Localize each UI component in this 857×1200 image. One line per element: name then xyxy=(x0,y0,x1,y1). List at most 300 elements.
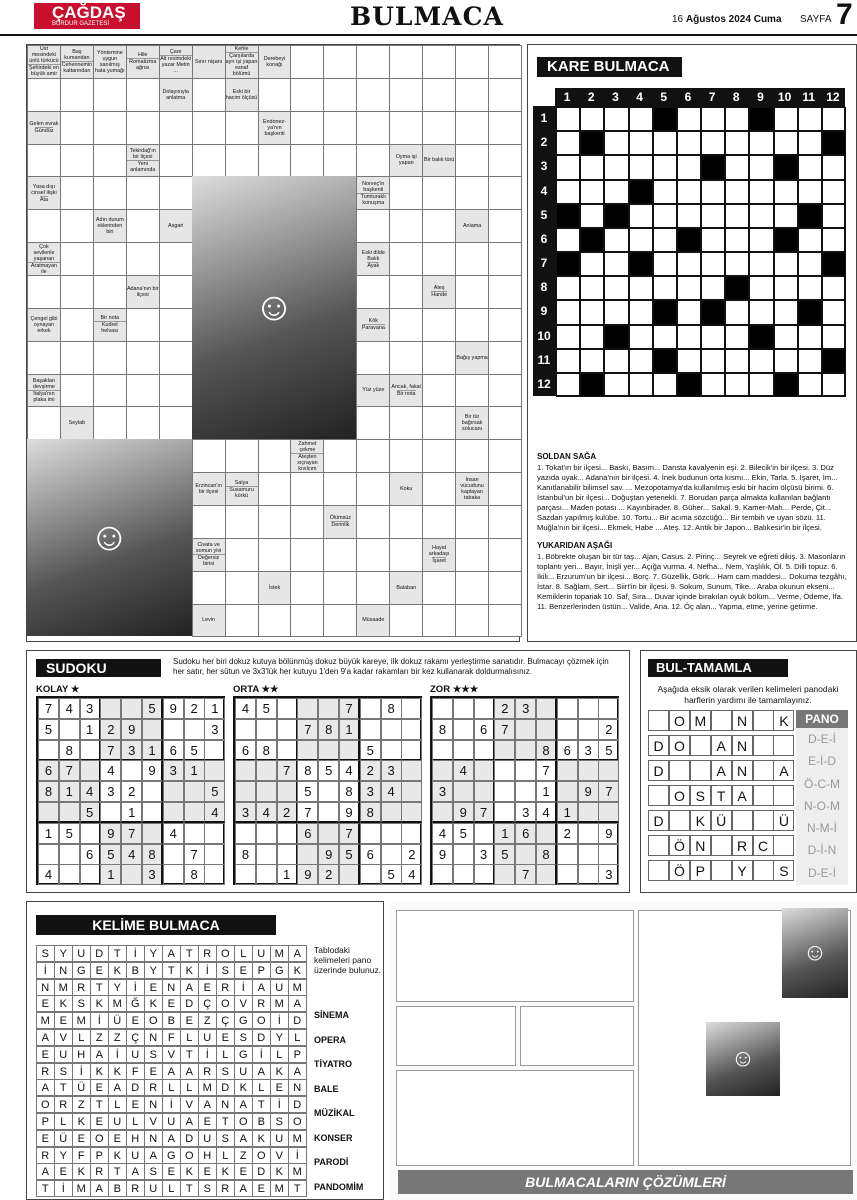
word-search-cell[interactable]: İ xyxy=(126,945,145,962)
word-search-cell[interactable]: İ xyxy=(234,979,253,996)
kare-cell[interactable] xyxy=(798,373,822,397)
kare-cell[interactable] xyxy=(604,276,628,300)
sudoku-cell[interactable] xyxy=(59,719,80,740)
bul-cell[interactable] xyxy=(773,835,794,856)
word-search-cell[interactable]: A xyxy=(198,1096,217,1113)
kare-cell[interactable] xyxy=(749,228,773,252)
word-search-cell[interactable]: V xyxy=(54,1029,73,1046)
sudoku-cell[interactable] xyxy=(453,781,474,802)
bul-cell[interactable] xyxy=(753,710,774,731)
sudoku-cell[interactable] xyxy=(474,781,495,802)
sudoku-cell[interactable] xyxy=(381,823,402,844)
word-search-cell[interactable]: R xyxy=(90,1163,109,1180)
word-search-cell[interactable]: F xyxy=(126,1063,145,1080)
kare-cell[interactable] xyxy=(822,300,846,324)
kare-cell[interactable] xyxy=(604,155,628,179)
sudoku-cell[interactable] xyxy=(318,823,339,844)
kare-cell[interactable] xyxy=(604,300,628,324)
word-search-cell[interactable]: K xyxy=(216,1163,235,1180)
word-search-cell[interactable]: İ xyxy=(90,1012,109,1029)
kare-cell[interactable] xyxy=(653,325,677,349)
bul-cell[interactable] xyxy=(753,785,774,806)
word-search-cell[interactable]: E xyxy=(36,995,55,1012)
word-search-cell[interactable]: L xyxy=(216,1147,235,1164)
word-search-cell[interactable]: L xyxy=(180,1079,199,1096)
word-search-cell[interactable]: T xyxy=(288,1180,307,1197)
word-search-cell[interactable]: R xyxy=(72,979,91,996)
sudoku-cell[interactable] xyxy=(474,698,495,719)
kare-cell[interactable] xyxy=(677,131,701,155)
sudoku-cell[interactable] xyxy=(578,802,599,823)
kare-cell[interactable] xyxy=(822,373,846,397)
sudoku-cell[interactable] xyxy=(578,760,599,781)
kare-cell[interactable] xyxy=(749,373,773,397)
sudoku-cell[interactable] xyxy=(184,823,205,844)
word-search-cell[interactable]: Ç xyxy=(198,995,217,1012)
word-search-cell[interactable]: N xyxy=(144,1029,163,1046)
word-search-cell[interactable]: A xyxy=(234,1096,253,1113)
word-search-cell[interactable]: P xyxy=(252,962,271,979)
word-search-cell[interactable]: Z xyxy=(72,1096,91,1113)
word-search-cell[interactable]: K xyxy=(54,995,73,1012)
kare-cell[interactable] xyxy=(701,252,725,276)
sudoku-cell[interactable] xyxy=(557,760,578,781)
kare-cell[interactable] xyxy=(798,107,822,131)
sudoku-cell[interactable] xyxy=(235,760,256,781)
sudoku-cell[interactable] xyxy=(578,864,599,885)
word-search-cell[interactable]: K xyxy=(108,1063,127,1080)
word-search-cell[interactable]: S xyxy=(144,1163,163,1180)
kare-cell[interactable] xyxy=(725,349,749,373)
kare-cell[interactable] xyxy=(677,180,701,204)
word-search-cell[interactable]: Ü xyxy=(54,1130,73,1147)
sudoku-cell[interactable] xyxy=(256,760,277,781)
kare-cell[interactable] xyxy=(604,107,628,131)
bul-cell[interactable] xyxy=(711,710,732,731)
word-search-cell[interactable]: G xyxy=(234,1012,253,1029)
sudoku-cell[interactable] xyxy=(277,698,298,719)
word-search-cell[interactable]: S xyxy=(72,995,91,1012)
sudoku-cell[interactable] xyxy=(80,740,101,761)
kare-cell[interactable] xyxy=(604,131,628,155)
word-search-cell[interactable]: A xyxy=(36,1079,55,1096)
kare-cell[interactable] xyxy=(556,107,580,131)
sudoku-cell[interactable] xyxy=(401,740,422,761)
word-search-cell[interactable]: Ü xyxy=(72,1079,91,1096)
word-search-cell[interactable]: M xyxy=(54,979,73,996)
kare-cell[interactable] xyxy=(677,300,701,324)
word-search-cell[interactable]: L xyxy=(252,1079,271,1096)
kare-cell[interactable] xyxy=(653,252,677,276)
word-search-cell[interactable]: R xyxy=(126,1180,145,1197)
kare-cell[interactable] xyxy=(749,155,773,179)
sudoku-cell[interactable] xyxy=(297,844,318,865)
word-search-cell[interactable]: T xyxy=(252,1096,271,1113)
word-search-cell[interactable]: K xyxy=(270,1163,289,1180)
word-search-cell[interactable]: E xyxy=(90,1079,109,1096)
sudoku-cell[interactable] xyxy=(277,781,298,802)
word-search-cell[interactable]: E xyxy=(234,1163,253,1180)
word-search-cell[interactable]: O xyxy=(180,1147,199,1164)
kare-cell[interactable] xyxy=(822,276,846,300)
word-search-cell[interactable]: M xyxy=(288,1163,307,1180)
sudoku-cell[interactable] xyxy=(163,864,184,885)
sudoku-cell[interactable] xyxy=(256,719,277,740)
kare-cell[interactable] xyxy=(580,180,604,204)
word-search-cell[interactable]: S xyxy=(270,1113,289,1130)
kare-cell[interactable] xyxy=(701,276,725,300)
kare-cell[interactable] xyxy=(774,107,798,131)
word-search-cell[interactable]: A xyxy=(108,1079,127,1096)
bul-cell[interactable] xyxy=(690,760,711,781)
word-search-cell[interactable]: A xyxy=(288,945,307,962)
kare-cell[interactable] xyxy=(556,325,580,349)
bul-cell[interactable] xyxy=(690,735,711,756)
word-search-cell[interactable]: L xyxy=(108,1096,127,1113)
word-search-cell[interactable]: L xyxy=(270,1046,289,1063)
sudoku-cell[interactable] xyxy=(474,760,495,781)
kare-cell[interactable] xyxy=(677,155,701,179)
sudoku-cell[interactable] xyxy=(494,760,515,781)
word-search-cell[interactable]: A xyxy=(288,1063,307,1080)
sudoku-cell[interactable] xyxy=(277,740,298,761)
kare-cell[interactable] xyxy=(798,252,822,276)
word-search-cell[interactable]: U xyxy=(108,1113,127,1130)
word-search-cell[interactable]: O xyxy=(234,1113,253,1130)
word-search-cell[interactable]: L xyxy=(216,1046,235,1063)
word-search-cell[interactable]: A xyxy=(144,1147,163,1164)
word-search-cell[interactable]: S xyxy=(54,1063,73,1080)
kare-cell[interactable] xyxy=(677,349,701,373)
kare-cell[interactable] xyxy=(629,228,653,252)
sudoku-cell[interactable] xyxy=(318,781,339,802)
sudoku-cell[interactable] xyxy=(598,760,619,781)
word-search-cell[interactable]: T xyxy=(90,979,109,996)
word-search-cell[interactable]: A xyxy=(234,1180,253,1197)
word-search-cell[interactable]: O xyxy=(216,995,235,1012)
sudoku-cell[interactable] xyxy=(432,740,453,761)
word-search-cell[interactable]: M xyxy=(288,979,307,996)
word-search-cell[interactable]: D xyxy=(288,1096,307,1113)
kare-cell[interactable] xyxy=(629,155,653,179)
word-search-cell[interactable]: İ xyxy=(270,1012,289,1029)
sudoku-cell[interactable] xyxy=(277,844,298,865)
word-search-cell[interactable]: A xyxy=(252,979,271,996)
word-search-cell[interactable]: E xyxy=(162,1163,181,1180)
kare-cell[interactable] xyxy=(701,228,725,252)
kare-cell[interactable] xyxy=(629,325,653,349)
kare-cell[interactable] xyxy=(653,155,677,179)
word-search-cell[interactable]: A xyxy=(288,995,307,1012)
sudoku-cell[interactable] xyxy=(401,781,422,802)
word-search-cell[interactable]: O xyxy=(90,1130,109,1147)
sudoku-cell[interactable] xyxy=(515,719,536,740)
word-search-cell[interactable]: R xyxy=(36,1063,55,1080)
bul-cell[interactable] xyxy=(711,860,732,881)
word-search-cell[interactable]: D xyxy=(288,1012,307,1029)
sudoku-cell[interactable] xyxy=(204,760,225,781)
sudoku-cell[interactable] xyxy=(184,781,205,802)
sudoku-cell[interactable] xyxy=(235,864,256,885)
kare-cell[interactable] xyxy=(653,228,677,252)
word-search-cell[interactable]: İ xyxy=(108,1046,127,1063)
word-search-cell[interactable]: L xyxy=(180,1029,199,1046)
sudoku-cell[interactable] xyxy=(578,823,599,844)
kare-cell[interactable] xyxy=(774,180,798,204)
kare-cell[interactable] xyxy=(629,204,653,228)
kare-cell[interactable] xyxy=(822,228,846,252)
kare-cell[interactable] xyxy=(580,204,604,228)
word-search-cell[interactable]: U xyxy=(270,1130,289,1147)
sudoku-cell[interactable] xyxy=(578,698,599,719)
word-search-cell[interactable]: Ç xyxy=(216,1012,235,1029)
word-search-cell[interactable]: A xyxy=(162,945,181,962)
kare-cell[interactable] xyxy=(798,131,822,155)
sudoku-cell[interactable] xyxy=(163,719,184,740)
word-search-cell[interactable]: D xyxy=(252,1029,271,1046)
word-search-cell[interactable]: M xyxy=(270,945,289,962)
word-search-cell[interactable]: Ğ xyxy=(126,995,145,1012)
sudoku-cell[interactable] xyxy=(360,864,381,885)
bul-cell[interactable] xyxy=(753,860,774,881)
word-search-cell[interactable]: S xyxy=(234,1029,253,1046)
word-search-cell[interactable]: F xyxy=(162,1029,181,1046)
bul-cell[interactable] xyxy=(773,785,794,806)
word-search-cell[interactable]: R xyxy=(216,979,235,996)
word-search-cell[interactable]: K xyxy=(288,962,307,979)
sudoku-cell[interactable] xyxy=(297,740,318,761)
word-search-cell[interactable]: K xyxy=(108,1147,127,1164)
sudoku-cell[interactable] xyxy=(38,740,59,761)
word-search-cell[interactable]: A xyxy=(180,979,199,996)
kare-cell[interactable] xyxy=(725,300,749,324)
sudoku-cell[interactable] xyxy=(339,740,360,761)
word-search-cell[interactable]: E xyxy=(144,979,163,996)
word-search-cell[interactable]: Y xyxy=(54,1147,73,1164)
kare-cell[interactable] xyxy=(725,325,749,349)
word-search-cell[interactable]: İ xyxy=(36,962,55,979)
kare-cell[interactable] xyxy=(822,325,846,349)
kare-cell[interactable] xyxy=(604,373,628,397)
kare-cell[interactable] xyxy=(556,276,580,300)
word-search-cell[interactable]: N xyxy=(144,1096,163,1113)
word-search-cell[interactable]: M xyxy=(198,1079,217,1096)
word-search-cell[interactable]: İ xyxy=(162,1096,181,1113)
word-search-cell[interactable]: A xyxy=(90,1046,109,1063)
sudoku-cell[interactable] xyxy=(494,781,515,802)
word-search-cell[interactable]: S xyxy=(216,962,235,979)
word-search-cell[interactable]: E xyxy=(126,1096,145,1113)
word-search-cell[interactable]: S xyxy=(216,1130,235,1147)
word-search-cell[interactable]: H xyxy=(126,1130,145,1147)
kare-cell[interactable] xyxy=(774,300,798,324)
sudoku-cell[interactable] xyxy=(381,719,402,740)
bul-cell[interactable] xyxy=(648,835,669,856)
kare-cell[interactable] xyxy=(749,131,773,155)
kare-cell[interactable] xyxy=(653,373,677,397)
sudoku-cell[interactable] xyxy=(163,802,184,823)
word-search-cell[interactable]: T xyxy=(180,1046,199,1063)
sudoku-cell[interactable] xyxy=(318,802,339,823)
sudoku-cell[interactable] xyxy=(59,844,80,865)
kare-cell[interactable] xyxy=(774,276,798,300)
sudoku-cell[interactable] xyxy=(453,740,474,761)
sudoku-cell[interactable] xyxy=(121,760,142,781)
word-search-cell[interactable]: İ xyxy=(252,1046,271,1063)
sudoku-cell[interactable] xyxy=(401,698,422,719)
kare-cell[interactable] xyxy=(677,107,701,131)
kare-cell[interactable] xyxy=(774,204,798,228)
sudoku-cell[interactable] xyxy=(401,760,422,781)
sudoku-cell[interactable] xyxy=(235,781,256,802)
word-search-cell[interactable]: E xyxy=(270,1079,289,1096)
word-search-cell[interactable]: E xyxy=(54,1163,73,1180)
kare-cell[interactable] xyxy=(774,325,798,349)
word-search-cell[interactable]: B xyxy=(162,1012,181,1029)
word-search-cell[interactable]: O xyxy=(216,945,235,962)
word-search-cell[interactable]: M xyxy=(72,1180,91,1197)
sudoku-cell[interactable] xyxy=(235,719,256,740)
word-search-cell[interactable]: G xyxy=(162,1147,181,1164)
sudoku-cell[interactable] xyxy=(38,802,59,823)
kare-cell[interactable] xyxy=(556,180,580,204)
word-search-cell[interactable]: K xyxy=(270,1063,289,1080)
kare-cell[interactable] xyxy=(701,204,725,228)
kare-cell[interactable] xyxy=(556,300,580,324)
sudoku-cell[interactable] xyxy=(100,802,121,823)
sudoku-cell[interactable] xyxy=(142,802,163,823)
word-search-cell[interactable]: T xyxy=(90,1096,109,1113)
word-search-cell[interactable]: S xyxy=(144,1046,163,1063)
sudoku-cell[interactable] xyxy=(515,760,536,781)
word-search-cell[interactable]: E xyxy=(36,1046,55,1063)
word-search-cell[interactable]: A xyxy=(234,1130,253,1147)
word-search-cell[interactable]: R xyxy=(216,1180,235,1197)
kare-cell[interactable] xyxy=(580,325,604,349)
kare-cell[interactable] xyxy=(749,276,773,300)
word-search-cell[interactable]: K xyxy=(72,1163,91,1180)
word-search-cell[interactable]: O xyxy=(36,1096,55,1113)
word-search-cell[interactable]: N xyxy=(162,979,181,996)
kare-cell[interactable] xyxy=(725,228,749,252)
kare-cell[interactable] xyxy=(749,300,773,324)
word-search-cell[interactable]: T xyxy=(108,945,127,962)
kare-cell[interactable] xyxy=(749,180,773,204)
kare-cell[interactable] xyxy=(580,107,604,131)
kare-cell[interactable] xyxy=(653,180,677,204)
kare-cell[interactable] xyxy=(725,107,749,131)
word-search-cell[interactable]: K xyxy=(180,1163,199,1180)
word-search-cell[interactable]: Y xyxy=(144,962,163,979)
kare-cell[interactable] xyxy=(725,373,749,397)
word-search-cell[interactable]: K xyxy=(108,962,127,979)
word-search-cell[interactable]: İ xyxy=(72,1063,91,1080)
word-search-cell[interactable]: M xyxy=(270,1180,289,1197)
sudoku-cell[interactable] xyxy=(184,719,205,740)
bul-cell[interactable] xyxy=(648,860,669,881)
sudoku-cell[interactable] xyxy=(401,719,422,740)
sudoku-cell[interactable] xyxy=(256,823,277,844)
sudoku-cell[interactable] xyxy=(557,844,578,865)
word-search-cell[interactable]: K xyxy=(144,995,163,1012)
word-search-cell[interactable]: L xyxy=(162,1079,181,1096)
word-search-cell[interactable]: G xyxy=(270,962,289,979)
kare-cell[interactable] xyxy=(774,349,798,373)
word-search-cell[interactable]: A xyxy=(180,1063,199,1080)
word-search-cell[interactable]: M xyxy=(108,995,127,1012)
word-search-cell[interactable]: T xyxy=(54,1079,73,1096)
word-search-cell[interactable]: A xyxy=(252,1063,271,1080)
sudoku-cell[interactable] xyxy=(80,864,101,885)
sudoku-cell[interactable] xyxy=(515,844,536,865)
word-search-cell[interactable]: Ç xyxy=(126,1029,145,1046)
kare-cell[interactable] xyxy=(580,349,604,373)
word-search-cell[interactable]: E xyxy=(126,1012,145,1029)
sudoku-cell[interactable] xyxy=(557,864,578,885)
kare-cell[interactable] xyxy=(653,204,677,228)
word-search-cell[interactable]: A xyxy=(162,1130,181,1147)
word-search-cell[interactable]: M xyxy=(72,1012,91,1029)
sudoku-cell[interactable] xyxy=(432,864,453,885)
sudoku-cell[interactable] xyxy=(163,781,184,802)
word-search-cell[interactable]: K xyxy=(72,1113,91,1130)
kare-cell[interactable] xyxy=(556,228,580,252)
kare-cell[interactable] xyxy=(749,349,773,373)
word-search-cell[interactable]: V xyxy=(180,1096,199,1113)
word-search-cell[interactable]: G xyxy=(72,962,91,979)
word-search-cell[interactable]: U xyxy=(72,945,91,962)
sudoku-cell[interactable] xyxy=(401,802,422,823)
kare-cell[interactable] xyxy=(677,276,701,300)
kare-cell[interactable] xyxy=(798,276,822,300)
word-search-cell[interactable]: P xyxy=(288,1046,307,1063)
word-search-cell[interactable]: R xyxy=(144,1079,163,1096)
word-search-cell[interactable]: E xyxy=(198,1163,217,1180)
sudoku-cell[interactable] xyxy=(557,781,578,802)
sudoku-cell[interactable] xyxy=(401,823,422,844)
word-search-cell[interactable]: U xyxy=(198,1029,217,1046)
word-search-cell[interactable]: T xyxy=(162,962,181,979)
word-search-cell[interactable]: E xyxy=(144,1063,163,1080)
word-search-cell[interactable]: L xyxy=(288,1029,307,1046)
sudoku-cell[interactable] xyxy=(474,864,495,885)
sudoku-cell[interactable] xyxy=(453,719,474,740)
word-search-cell[interactable]: N xyxy=(36,979,55,996)
word-search-cell[interactable]: U xyxy=(126,1147,145,1164)
sudoku-cell[interactable] xyxy=(557,698,578,719)
kare-cell[interactable] xyxy=(580,300,604,324)
kare-cell[interactable] xyxy=(580,155,604,179)
word-search-cell[interactable]: R xyxy=(252,995,271,1012)
kare-cell[interactable] xyxy=(677,204,701,228)
kare-cell[interactable] xyxy=(822,107,846,131)
word-search-cell[interactable]: L xyxy=(54,1113,73,1130)
sudoku-cell[interactable] xyxy=(142,719,163,740)
sudoku-cell[interactable] xyxy=(432,698,453,719)
word-search-cell[interactable]: O xyxy=(252,1012,271,1029)
kare-cell[interactable] xyxy=(629,276,653,300)
word-search-cell[interactable]: E xyxy=(162,995,181,1012)
word-search-cell[interactable]: V xyxy=(270,1147,289,1164)
word-search-cell[interactable]: K xyxy=(180,962,199,979)
kare-cell[interactable] xyxy=(653,131,677,155)
word-search-cell[interactable]: H xyxy=(198,1147,217,1164)
kare-cell[interactable] xyxy=(774,131,798,155)
word-search-cell[interactable]: D xyxy=(90,945,109,962)
word-search-cell[interactable]: K xyxy=(234,1079,253,1096)
sudoku-cell[interactable] xyxy=(100,698,121,719)
kare-cell[interactable] xyxy=(822,180,846,204)
